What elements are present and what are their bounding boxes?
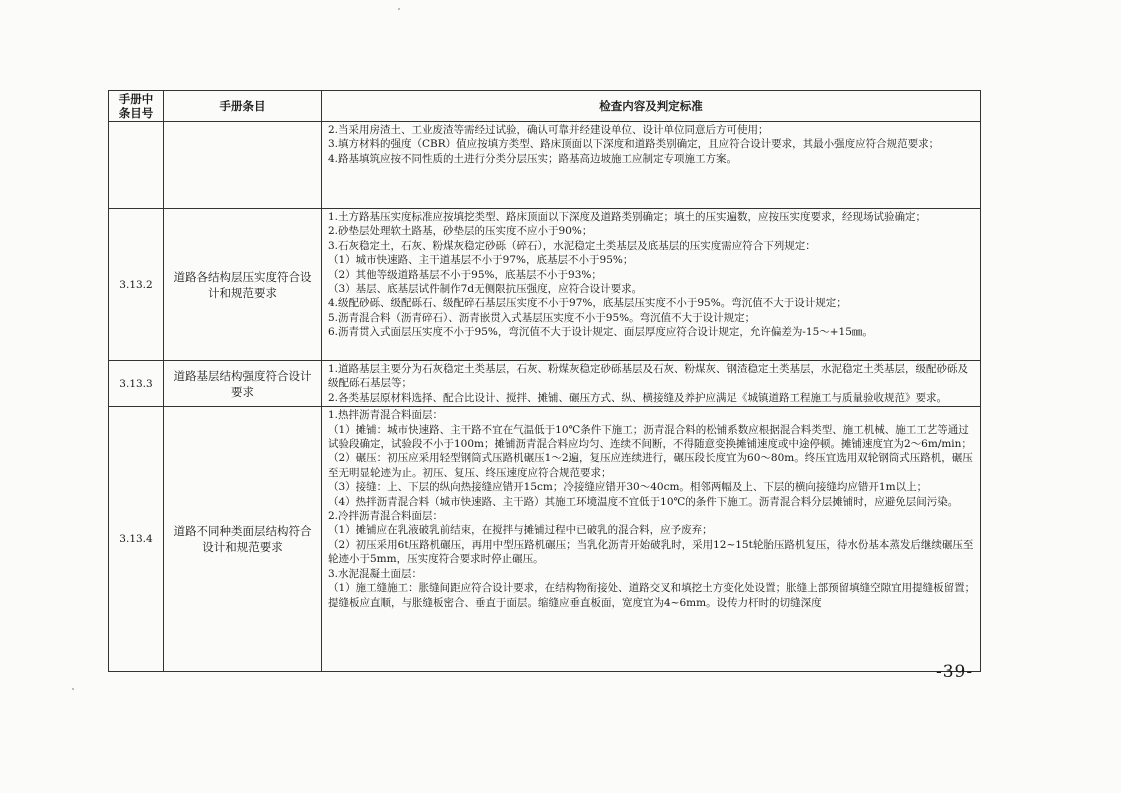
table-row: [109, 361, 981, 407]
content-line: （3）基层、底基层试件制作7d无侧限抗压强度，应符合设计要求。: [328, 283, 643, 296]
content-line: 4.级配砂砾、级配砾石、级配碎石基层压实度不小于97%，底基层压实度不小于95%。弯沉值不大于设计规定；: [328, 297, 847, 310]
table-row: [109, 209, 981, 361]
row-content: [322, 407, 981, 672]
row-code: 3.13.2: [109, 209, 164, 361]
content-line: 3.填方材料的强度（CBR）值应按填方类型、路床顶面以下深度和道路类别确定，且应符合设计要求，其最小强度应符合规范要求；: [328, 138, 940, 151]
content-line: 2.当采用房渣土、工业废渣等需经过试验，确认可靠并经建设单位、设计单位同意后方可使用；: [328, 124, 769, 136]
inspection-standards-table: [108, 90, 981, 672]
row-item: [164, 122, 322, 209]
row-item: 道路各结构层压实度符合设计和规范要求: [164, 209, 322, 361]
content-line: 5.沥青混合料（沥青碎石）、沥青嵌贯入式基层压实度不小于95%。弯沉值不大于设计规定；: [328, 311, 756, 324]
content-line: （3）接缝：上、下层的纵向热接缝应错开15cm；冷接缝应错开30～40cm。相邻两幅及上、下层的横向接缝均应错开1m以上；: [328, 481, 928, 494]
content-line: 3.石灰稳定土，石灰、粉煤灰稳定砂砾（碎石），水泥稳定土类基层及底基层的压实度需应符合下列规定：: [328, 239, 816, 252]
row-item: 道路基层结构强度符合设计要求: [164, 361, 322, 407]
header-item: 手册条目: [164, 91, 322, 122]
content-line: 1.土方路基压实度标准应按填挖类型、路床顶面以下深度及道路类别确定；填土的压实遍数，应按压实度要求，经现场试验确定；: [328, 211, 927, 223]
row-code: [109, 122, 164, 209]
content-line: （4）热拌沥青混合料（城市快速路、主干路）其施工环境温度不宜低于10℃的条件下施工。沥青混合料分层摊铺时，应避免层间污染。: [328, 495, 959, 508]
content-line: （1）摊铺应在乳液破乳前结束，在搅拌与摊铺过程中已破乳的混合料，应予废弃；: [328, 524, 713, 537]
content-line: （2）碾压：初压应采用轻型钢筒式压路机碾压1～2遍，复压应连续进行，碾压段长度宜为60～80m。终压宜选用双轮钢筒式压路机，碾压至无明显轮迹为止。初压、复压、终压速度应符合规范要求；: [328, 452, 973, 479]
table-row: [109, 407, 981, 672]
table-row: [109, 122, 981, 209]
header-code: 手册中条目号: [109, 91, 164, 122]
table-header-row: [109, 91, 981, 122]
content-line: （1）摊铺：城市快速路、主干路不宜在气温低于10℃条件下施工；沥青混合料的松铺系数应根据混合料类型、施工机械、施工工艺等通过试验段确定，试验段不小于100m；摊铺沥青混合料应均匀、连续不间断，不得随意变换摊铺速度或中途停顿。摊铺速度宜为2～6m/min；: [328, 423, 972, 451]
header-content: 检查内容及判定标准: [322, 91, 981, 122]
content-line: （1）施工缝施工：胀缝间距应符合设计要求，在结构物衔接处、道路交叉和填挖土方变化处设置；胀缝上部预留填缝空隙宜用提缝板留置；提缝板应直顺，与胀缝板密合、垂直于面层。缩缝应垂直板面，宽度宜为4~6mm。设传力杆时的切缝深度: [328, 582, 976, 609]
content-line: （1）城市快速路、主干道基层不小于97%，底基层不小于95%；: [328, 254, 634, 267]
row-content: [322, 361, 981, 407]
row-code: 3.13.4: [109, 407, 164, 672]
content-line: （2）初压采用6t压路机碾压，再用中型压路机碾压；当乳化沥青开始破乳时，采用12~15t轮胎压路机复压，待水份基本蒸发后继续碾压至轮迹小于5mm，压实度符合要求时停止碾压。: [328, 538, 974, 566]
inspection-standards-table-wrapper: [108, 90, 980, 672]
content-line: 1.道路基层主要分为石灰稳定土类基层，石灰、粉煤灰稳定砂砾基层及石灰、粉煤灰、钢渣稳定土类基层，水泥稳定土类基层，级配砂砾及级配砾石基层等；: [328, 363, 969, 390]
row-code: 3.13.3: [109, 361, 164, 407]
content-line: 2.砂垫层处理软土路基，砂垫层的压实度不应小于90%；: [328, 225, 593, 238]
row-item: 道路不同种类面层结构符合设计和规范要求: [164, 407, 322, 672]
content-line: 1.热拌沥青混合料面层：: [328, 409, 444, 422]
content-line: 4.路基填筑应按不同性质的土进行分类分层压实；路基高边坡施工应制定专项施工方案。: [328, 152, 738, 165]
content-line: 2.各类基层原材料选择、配合比设计、搅拌、摊铺、碾压方式、纵、横接缝及养护应满足《城镇道路工程施工与质量验收规范》要求。: [328, 391, 948, 404]
row-content: [322, 122, 981, 209]
page-number: -39-: [936, 662, 974, 682]
content-line: 6.沥青贯入式面层压实度不小于95%，弯沉值不大于设计规定、面层厚度应符合设计规定，允许偏差为-15～+15㎜。: [328, 326, 873, 339]
row-content: [322, 209, 981, 361]
content-line: 2.冷拌沥青混合料面层：: [328, 510, 444, 523]
content-line: （2）其他等级道路基层不小于95%，底基层不小于93%；: [328, 268, 602, 281]
content-line: 3.水泥混凝土面层：: [328, 567, 423, 580]
